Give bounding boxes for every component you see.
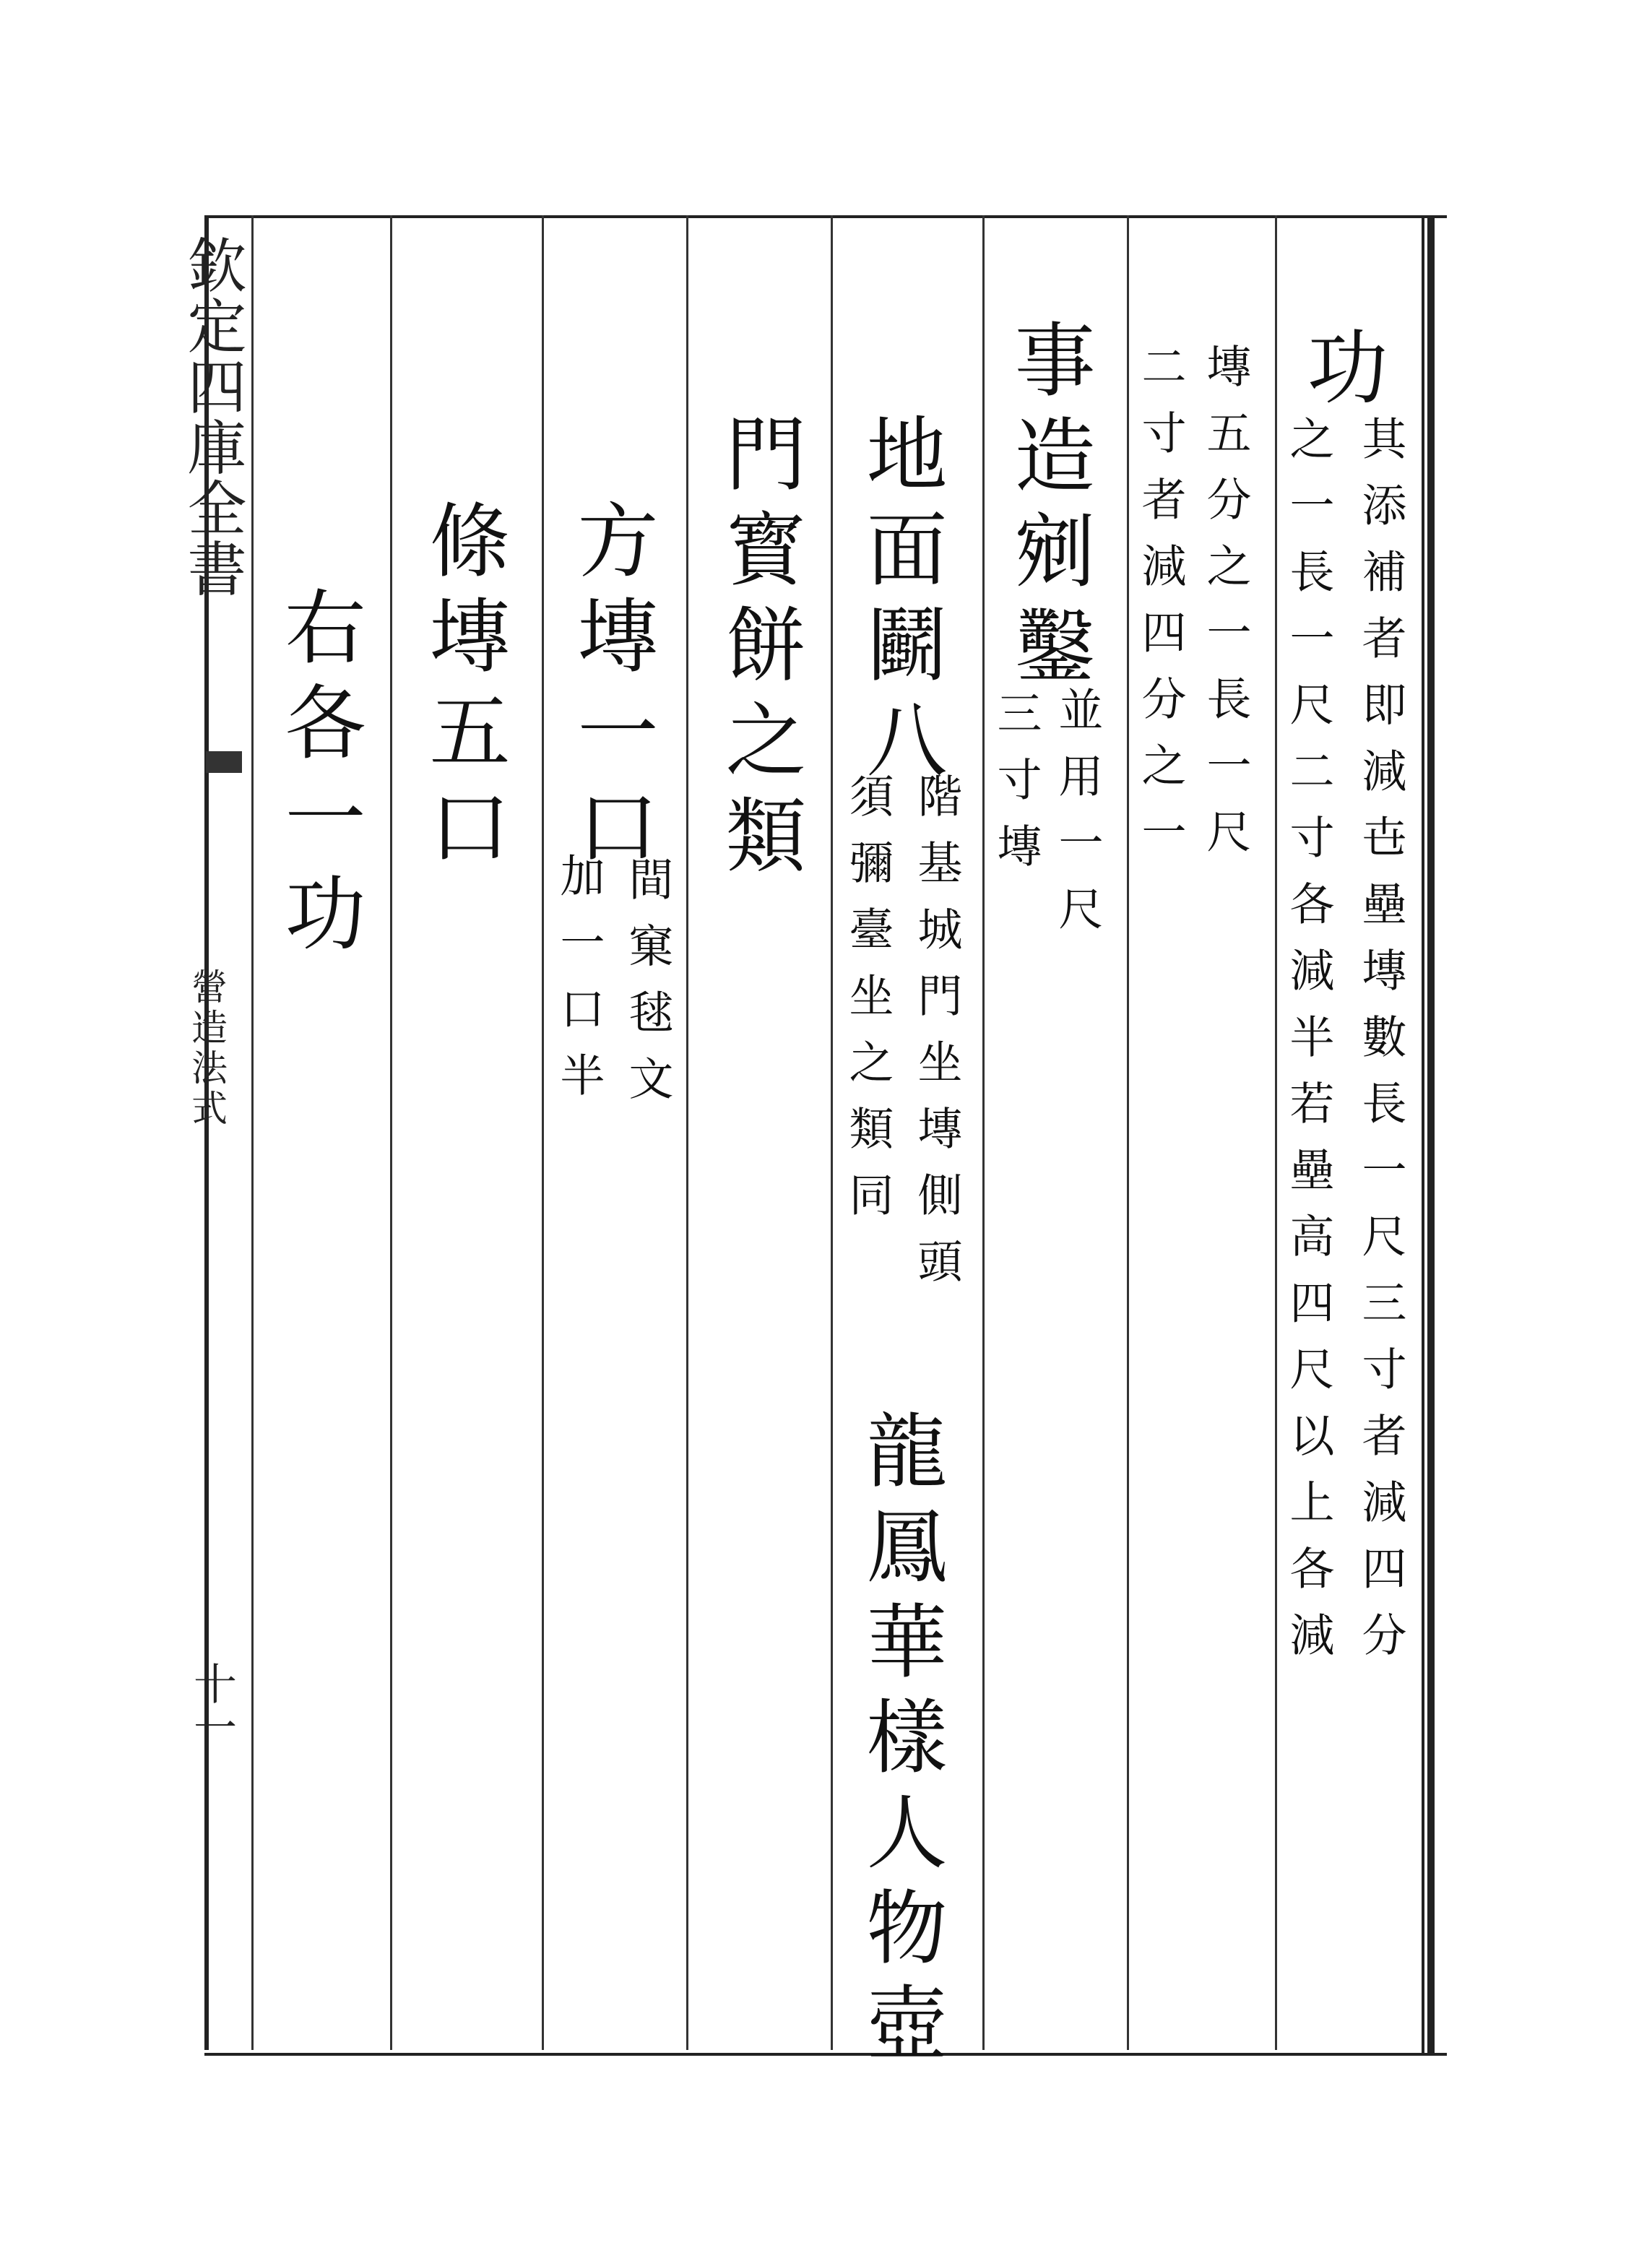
text-column-1-heading: 功 <box>1294 325 1388 420</box>
text-column-5-heading: 門寳餅之類 <box>712 412 806 888</box>
fishtail-mark <box>206 751 242 773</box>
column-rule <box>982 215 985 2050</box>
text-column-3-note-right: 並用一尺 <box>1051 686 1104 952</box>
text-column-4-heading: 地面鬬八 <box>853 412 947 793</box>
column-rule <box>1275 215 1277 2050</box>
text-column-2-note-right: 塼五分之一長一尺 <box>1199 343 1252 875</box>
text-column-4-heading-2: 龍鳳華樣人物壺 <box>853 1409 947 2076</box>
volume-title: 營造法式 <box>186 968 228 1130</box>
page-number: 十一 <box>186 1661 237 1748</box>
text-column-1-note-left: 之一長一尺二寸各減半若壘高四尺以上各減 <box>1282 415 1335 1678</box>
text-column-3-heading: 事造剜鑿 <box>1001 318 1095 699</box>
text-column-8-heading: 右各一功 <box>272 585 366 966</box>
text-column-3-note-left: 三寸塼 <box>990 690 1042 889</box>
text-column-4-note-left: 須彌臺坐之類同 <box>842 773 894 1238</box>
column-rule <box>686 215 688 2050</box>
text-column-2-note-left: 二寸者減四分之一 <box>1134 343 1187 875</box>
column-rule <box>1127 215 1129 2050</box>
text-column-6-heading: 方塼一口 <box>564 498 658 880</box>
column-rule <box>390 215 392 2050</box>
column-rule <box>542 215 544 2050</box>
text-column-7-heading: 條塼五口 <box>416 498 510 880</box>
text-column-1-note-right: 其添補者即減㔺壘塼數長一尺三寸者減四分 <box>1354 415 1407 1678</box>
text-column-6-note-left: 加一口半 <box>553 852 605 1118</box>
text-column-6-note-right: 間窠毬文 <box>621 856 674 1122</box>
column-rule <box>831 215 833 2050</box>
book-title: 欽定四庫全書 <box>178 235 246 599</box>
frame-right-border <box>1422 215 1435 2053</box>
text-column-4-note-right: 階基城門坐塼側頭 <box>910 773 963 1305</box>
